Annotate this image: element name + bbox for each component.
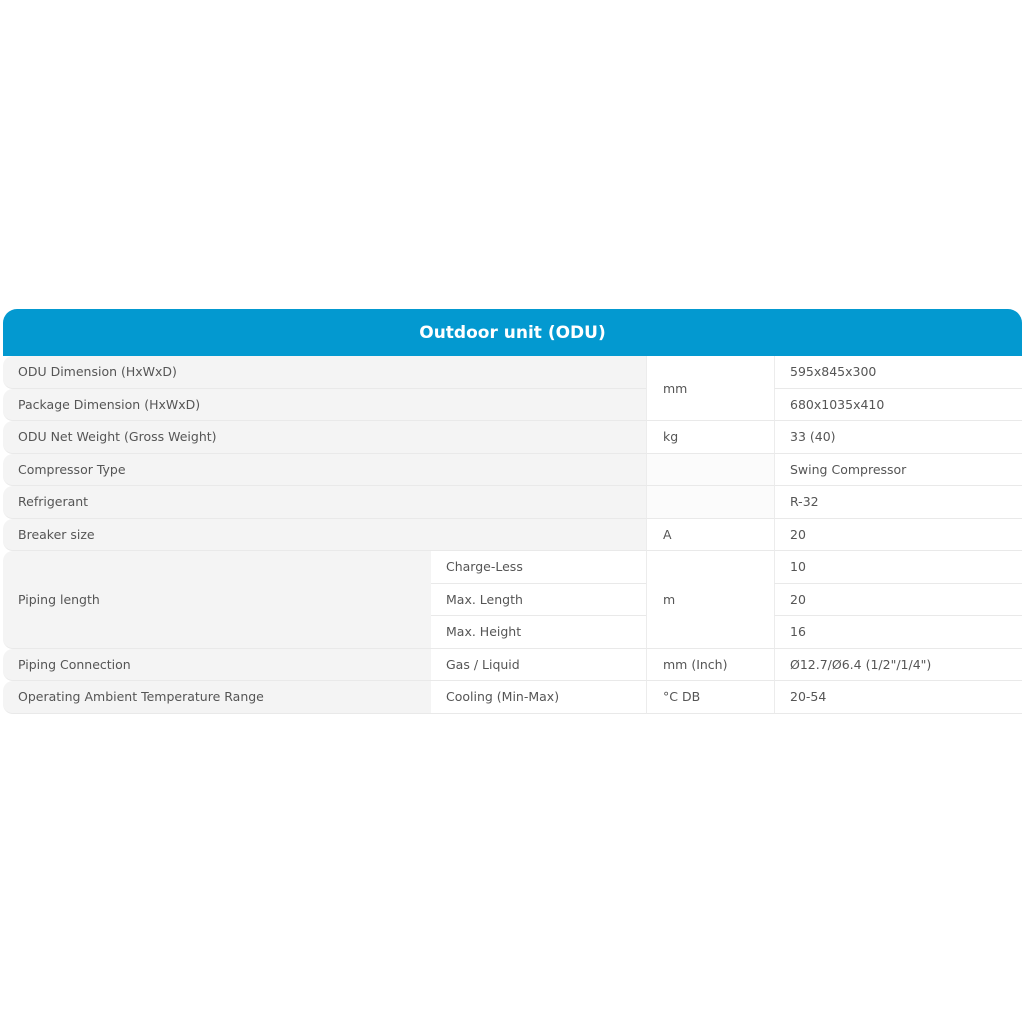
row-sublabel: Max. Length bbox=[431, 584, 646, 617]
row-value: Swing Compressor bbox=[774, 454, 1022, 487]
row-sublabel: Charge-Less bbox=[431, 551, 646, 584]
row-label: Operating Ambient Temperature Range bbox=[3, 681, 431, 714]
table-title: Outdoor unit (ODU) bbox=[419, 322, 606, 343]
row-sublabel: Max. Height bbox=[431, 616, 646, 649]
row-value: 16 bbox=[774, 616, 1022, 649]
row-value: 680x1035x410 bbox=[774, 389, 1022, 422]
row-unit: mm bbox=[646, 356, 774, 421]
row-value: 10 bbox=[774, 551, 1022, 584]
row-value: 20-54 bbox=[774, 681, 1022, 714]
row-value: 595x845x300 bbox=[774, 356, 1022, 389]
row-label: ODU Net Weight (Gross Weight) bbox=[3, 421, 646, 454]
row-unit: A bbox=[646, 519, 774, 552]
row-unit: °C DB bbox=[646, 681, 774, 714]
table-header bbox=[3, 309, 1022, 356]
row-sublabel: Cooling (Min-Max) bbox=[431, 681, 646, 714]
row-label: ODU Dimension (HxWxD) bbox=[3, 356, 646, 389]
row-unit: m bbox=[646, 551, 774, 649]
row-label: Piping Connection bbox=[3, 649, 431, 682]
row-value: 33 (40) bbox=[774, 421, 1022, 454]
row-sublabel: Gas / Liquid bbox=[431, 649, 646, 682]
row-label: Refrigerant bbox=[3, 486, 646, 519]
row-value: 20 bbox=[774, 584, 1022, 617]
spec-table bbox=[3, 309, 1022, 714]
row-value: Ø12.7/Ø6.4 (1/2"/1/4") bbox=[774, 649, 1022, 682]
row-value: R-32 bbox=[774, 486, 1022, 519]
row-unit: kg bbox=[646, 421, 774, 454]
row-label: Breaker size bbox=[3, 519, 646, 552]
row-label: Package Dimension (HxWxD) bbox=[3, 389, 646, 422]
row-unit: mm (Inch) bbox=[646, 649, 774, 682]
row-unit bbox=[646, 454, 774, 487]
row-unit bbox=[646, 486, 774, 519]
row-value: 20 bbox=[774, 519, 1022, 552]
row-label: Piping length bbox=[3, 551, 431, 649]
spec-grid bbox=[3, 356, 1022, 714]
row-label: Compressor Type bbox=[3, 454, 646, 487]
